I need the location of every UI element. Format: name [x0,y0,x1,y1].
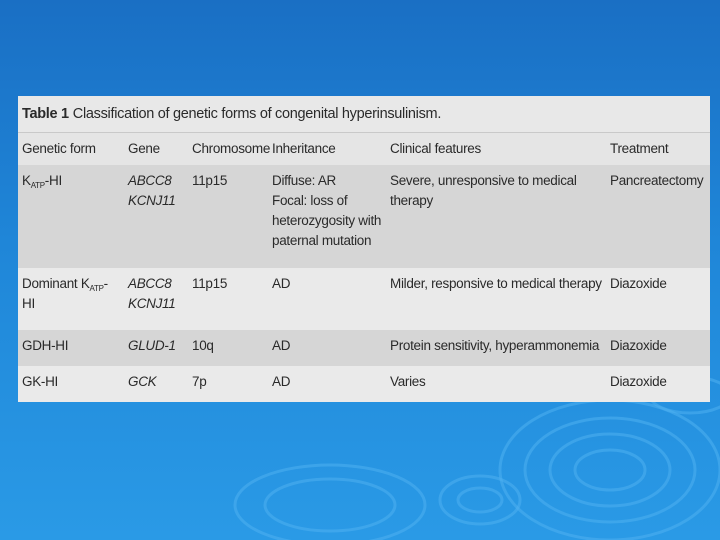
table-row [18,330,710,366]
table-caption-label: Table 1 [22,106,69,122]
header-clinical-features: Clinical features [390,141,481,156]
treatment-cell: Pancreatectomy [610,173,704,188]
clinical-features-cell: Milder, responsive to medical therapy [390,276,602,291]
data-table [18,133,710,402]
table-row [18,268,710,330]
gene-cell: GLUD-1 [128,338,176,353]
clinical-features-cell: Varies [390,374,426,389]
header-treatment: Treatment [610,141,669,156]
table-caption-text: Classification of genetic forms of congenital hyperinsulinism. [72,106,442,122]
chromosome-cell: 7p [192,374,207,389]
classification-table [18,96,710,401]
genetic-form-cell: $K_{ATP}-HI$ [22,173,62,190]
clinical-features-cell: Protein sensitivity, hyperammonemia [390,338,600,353]
table-header-row [18,133,710,165]
clinical-features-cell: Severe, unresponsive to medical therapy [390,173,577,208]
gene-cell: ABCC8 KCNJ11 [128,276,176,311]
inheritance-cell: AD [272,374,291,389]
gene-cell: ABCC8 KCNJ11 [128,173,176,208]
genetic-form-cell: Dominant $K_{ATP}-HI$ [22,276,108,311]
chromosome-cell: 11p15 [192,173,228,188]
table-row [18,165,710,268]
treatment-cell: Diazoxide [610,276,667,291]
header-gene: Gene [128,141,160,156]
header-chromosome: Chromosome [192,141,271,156]
inheritance-cell: AD [272,276,291,291]
treatment-cell: Diazoxide [610,338,667,353]
chromosome-cell: 10q [192,338,214,353]
genetic-form-cell: GDH-HI [22,338,69,353]
inheritance-cell: Diffuse: AR Focal: loss of heterozygosity with paternal mutation [272,173,382,248]
treatment-cell: Diazoxide [610,374,667,389]
chromosome-cell: 11p15 [192,276,228,291]
header-inheritance: Inheritance [272,141,336,156]
gene-cell: GCK [128,374,157,389]
table-row [18,366,710,402]
header-genetic-form: Genetic form [22,141,96,156]
table-caption [18,96,710,133]
genetic-form-cell: GK-HI [22,374,59,389]
inheritance-cell: AD [272,338,291,353]
